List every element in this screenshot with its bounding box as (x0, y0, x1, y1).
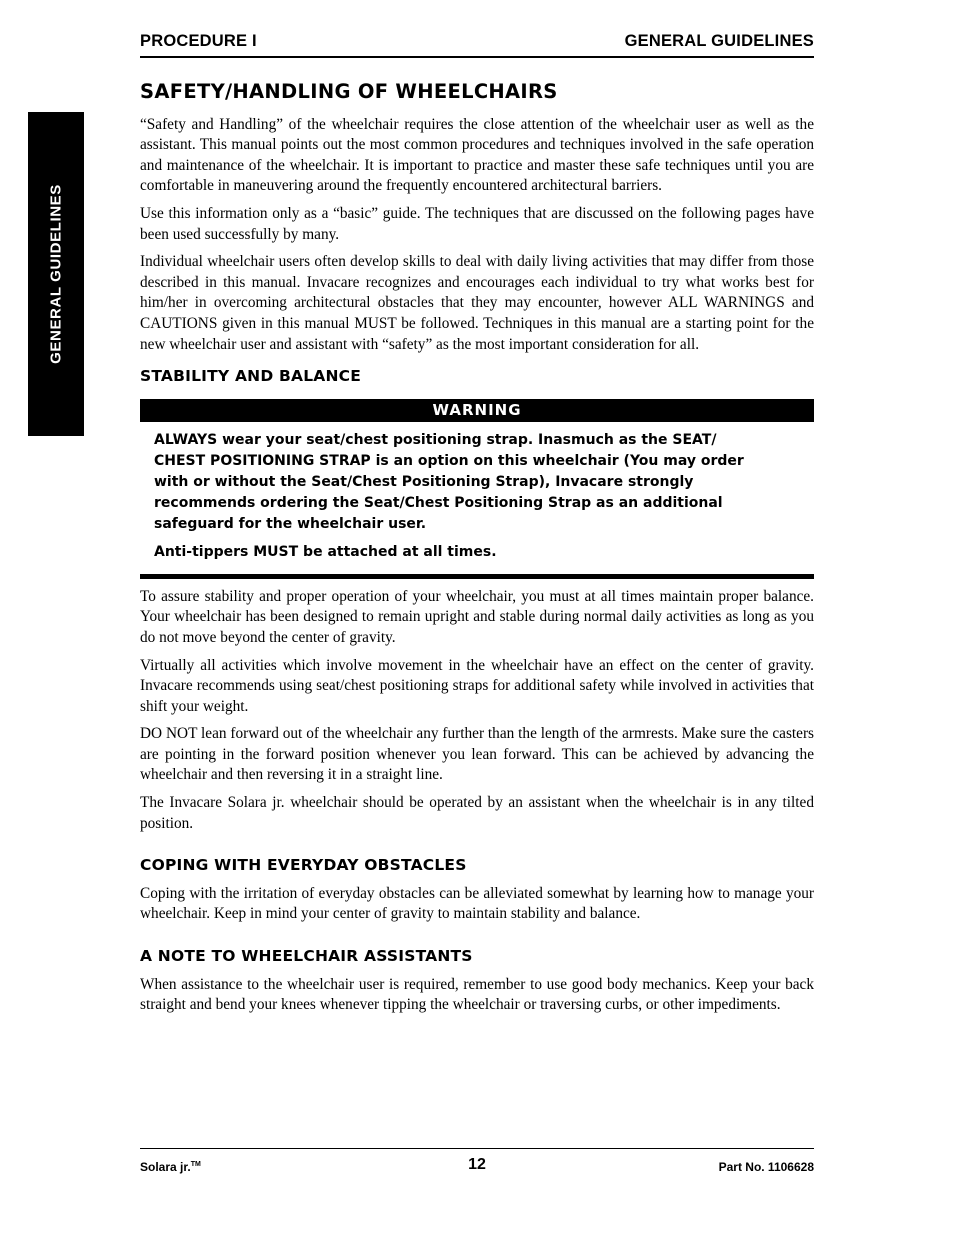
header-section: GENERAL GUIDELINES (624, 32, 814, 50)
header-procedure: PROCEDURE I (140, 32, 257, 50)
side-section-tab (28, 112, 84, 436)
footer-product-name: Solara jr. (140, 1160, 191, 1174)
page-title: SAFETY/HANDLING OF WHEELCHAIRS (140, 80, 558, 103)
assistants-paragraph: When assistance to the wheelchair user is required, remember to use good body mechanics. Keep your back straight and bend your knees whenever tipping the wheelchair or traversing curbs, or other impediments. (140, 975, 814, 1014)
coping-paragraph: Coping with the irritation of everyday obstacles can be alleviated somewhat by learning how to manage your wheelchair. Keep in mind your center of gravity to maintain stability and balance. (140, 884, 814, 923)
intro-paragraph-3: Individual wheelchair users often develop skills to deal with daily living activities that may differ from those described in this manual. Invacare recognizes and encourages each individual to try what works best for him/her in overcoming architectural obstacles that they may encounter, however ALL WARNINGS and CAUTIONS given in this manual MUST be followed. Techniques in this manual are a starting point for the new wheelchair user and assistant with “safety” as the most important consideration for all. (140, 253, 814, 353)
main-content (140, 82, 814, 1023)
side-tab-label: GENERAL GUIDELINES (47, 184, 65, 364)
stability-paragraph-2: Virtually all activities which involve movement in the wheelchair have an effect on the center of gravity. Invacare recommends using seat/chest positioning straps for additional safety while involved in activities that shift your weight. (140, 656, 814, 715)
coping-heading: COPING WITH EVERYDAY OBSTACLES (140, 856, 467, 875)
intro-paragraph-1: “Safety and Handling” of the wheelchair requires the close attention of the wheelchair user as well as the assistant. This manual points out the most common procedures and techniques involved in the safe operation and maintenance of the wheelchair. It is important to practice and master these safe techniques until you are comfortable in maneuvering around the frequently encountered architectural barriers. (140, 115, 814, 195)
stability-paragraph-3: DO NOT lean forward out of the wheelchair any further than the length of the armrests. Make sure the casters are pointing in the forward position whenever you lean forward. This can be achieved by advancing the wheelchair and then reversing it in a straight line. (140, 725, 814, 784)
stability-heading: STABILITY AND BALANCE (140, 367, 361, 386)
stability-paragraph-4: The Invacare Solara jr. wheelchair should be operated by an assistant when the wheelchair is in any tilted position. (140, 794, 814, 832)
stability-paragraph-1: To assure stability and proper operation of your wheelchair, you must at all times maintain proper balance. Your wheelchair has been designed to remain upright and stable during normal daily activities as long as you do not move beyond the center of gravity. (140, 587, 814, 646)
warning-text-1: ALWAYS wear your seat/chest positioning strap. Inasmuch as the SEAT/ CHEST POSITIONING STRAP is an option on this wheelchair (You may order with or without the Seat/Chest Positioning Strap), Invacare strongly recommends ordering the Seat/Chest Positioning Strap as an additional safeguard for the wheelchair user. (154, 431, 744, 532)
page-footer (140, 1148, 814, 1174)
warning-box (140, 422, 814, 579)
page-header (140, 32, 814, 58)
warning-text-2: Anti-tippers MUST be attached at all times. (154, 543, 497, 560)
trademark-mark: TM (190, 1161, 201, 1168)
assistants-heading: A NOTE TO WHEELCHAIR ASSISTANTS (140, 947, 473, 966)
footer-page-number: 12 (468, 1156, 486, 1173)
footer-part-number: Part No. 1106628 (718, 1160, 814, 1174)
warning-banner: WARNING (140, 399, 814, 422)
intro-paragraph-2: Use this information only as a “basic” guide. The techniques that are discussed on the following pages have been used successfully by many. (140, 204, 814, 243)
